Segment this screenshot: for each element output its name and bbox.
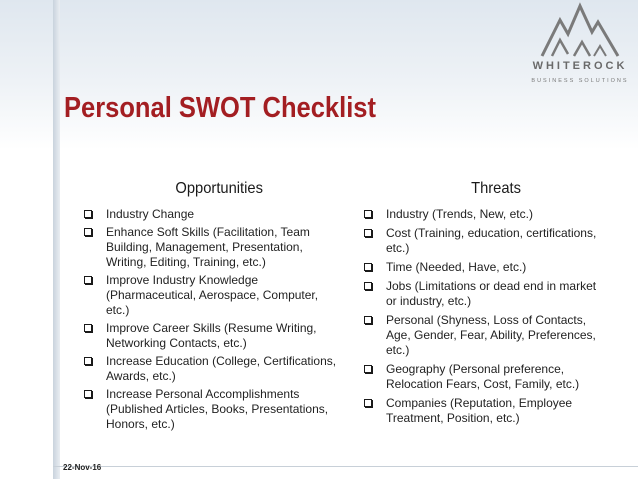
list-item-text: Increase Personal Accomplishments (Published Articles, Books, Presentations, Honors, etc.) — [106, 387, 329, 431]
checkbox-bullet-icon — [364, 365, 372, 373]
opportunities-list — [80, 207, 340, 432]
list-item — [80, 354, 340, 384]
checkbox-bullet-icon — [84, 357, 92, 365]
checkbox-bullet-icon — [84, 390, 92, 398]
list-item — [80, 207, 340, 222]
checkbox-bullet-icon — [364, 263, 372, 271]
list-item — [360, 226, 610, 256]
checkbox-bullet-icon — [364, 282, 372, 290]
list-item-text: Cost (Training, education, certifications, etc.) — [386, 226, 597, 255]
list-item-text: Industry (Trends, New, etc.) — [386, 207, 533, 221]
footer-date: 22-Nov-16 — [63, 463, 102, 472]
list-item — [80, 387, 340, 432]
list-item-text: Time (Needed, Have, etc.) — [386, 260, 527, 274]
slide-title: Personal SWOT Checklist — [64, 92, 377, 124]
list-item — [360, 362, 610, 392]
list-item — [80, 273, 340, 318]
list-item — [80, 225, 340, 270]
checkbox-bullet-icon — [364, 210, 372, 218]
company-logo — [528, 2, 632, 94]
opportunities-heading: Opportunities — [175, 180, 263, 197]
checkbox-bullet-icon — [364, 229, 372, 237]
logo-wordmark: WHITEROCK — [532, 60, 628, 72]
list-item-text: Jobs (Limitations or dead end in market or industry, etc.) — [386, 279, 597, 308]
list-item — [360, 279, 610, 309]
left-accent-bar — [53, 0, 60, 479]
list-item-text: Improve Industry Knowledge (Pharmaceutical, Aerospace, Computer, etc.) — [106, 273, 319, 317]
list-item — [360, 260, 610, 275]
checkbox-bullet-icon — [364, 316, 372, 324]
threats-heading: Threats — [471, 180, 521, 197]
mountain-logo-icon — [538, 2, 622, 58]
opportunities-column — [80, 180, 340, 435]
threats-list — [360, 207, 610, 426]
checkbox-bullet-icon — [84, 276, 92, 284]
list-item — [360, 313, 610, 358]
list-item — [80, 321, 340, 351]
list-item-text: Enhance Soft Skills (Facilitation, Team Building, Management, Presentation, Writing, Editing, Training, etc.) — [106, 225, 310, 269]
list-item-text: Improve Career Skills (Resume Writing, Networking Contacts, etc.) — [106, 321, 317, 350]
list-item — [360, 396, 610, 426]
checkbox-bullet-icon — [84, 210, 92, 218]
list-item-text: Geography (Personal preference, Relocation Fears, Cost, Family, etc.) — [386, 362, 580, 391]
checkbox-bullet-icon — [84, 228, 92, 236]
list-item — [360, 207, 610, 222]
list-item-text: Companies (Reputation, Employee Treatment, Position, etc.) — [386, 396, 573, 425]
checkbox-bullet-icon — [364, 399, 372, 407]
checkbox-bullet-icon — [84, 324, 92, 332]
list-item-text: Industry Change — [106, 207, 195, 221]
logo-tagline: BUSINESS SOLUTIONS — [531, 78, 629, 84]
threats-column — [360, 180, 610, 430]
footer-rule — [53, 466, 638, 467]
list-item-text: Personal (Shyness, Loss of Contacts, Age, Gender, Fear, Ability, Preferences, etc.) — [386, 313, 596, 357]
list-item-text: Increase Education (College, Certifications, Awards, etc.) — [106, 354, 337, 383]
